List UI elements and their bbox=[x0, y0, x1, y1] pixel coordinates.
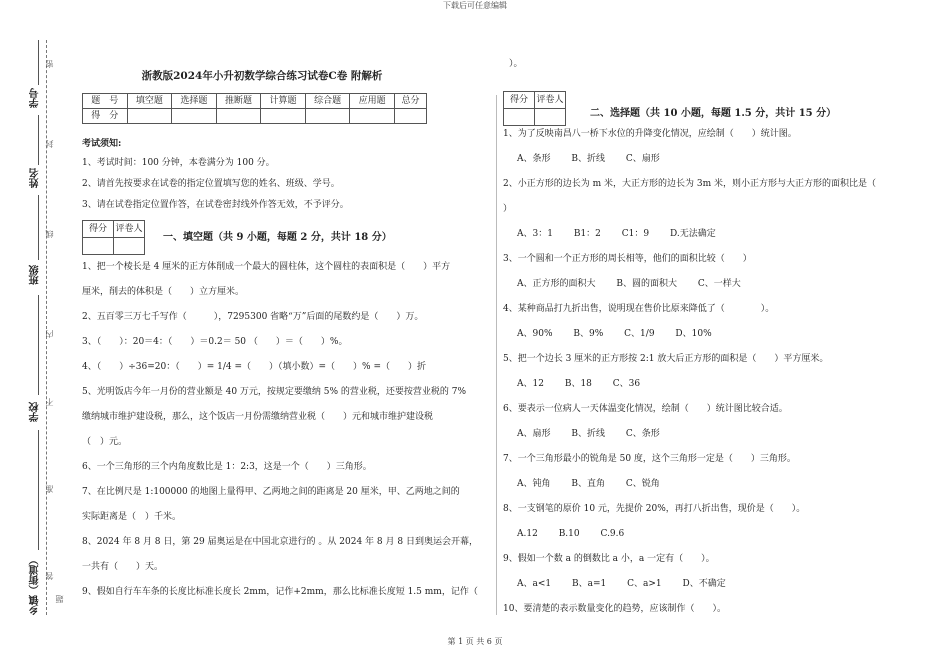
score-table-header-row bbox=[83, 94, 427, 109]
score-table-cell: 推断题 bbox=[216, 94, 261, 109]
section2-questions bbox=[503, 122, 913, 622]
label-student-id: 学号 bbox=[30, 88, 41, 108]
question-stem: 2、小正方形的边长为 m 米，大正方形的边长为 3m 米，则小正方形与大正方形的面积比是（ bbox=[503, 179, 876, 189]
column-divider bbox=[496, 95, 497, 615]
question-line: 一共有（ ）天。 bbox=[82, 562, 164, 572]
question-line: 3、（ ）：20＝4：（ ）＝0.2＝ 50 （ ）＝（ ）%。 bbox=[82, 337, 348, 347]
option: B、18 bbox=[564, 379, 592, 389]
section1-title: 一、填空题（共 9 小题，每题 2 分，共计 18 分） bbox=[163, 232, 392, 243]
score-table-blank bbox=[305, 109, 350, 124]
question-line: 缴纳城市维护建设税，那么，这个饭店一月份需缴纳营业税（ ）元和城市维护建设税 bbox=[82, 412, 434, 422]
section1-header bbox=[82, 220, 492, 255]
section2-title: 二、选择题（共 10 小题，每题 1.5 分，共计 15 分） bbox=[590, 108, 837, 119]
label-class: 班级 bbox=[30, 265, 41, 285]
score-table bbox=[82, 93, 427, 124]
seal-char: 密 bbox=[45, 60, 54, 68]
label-school: 学校 bbox=[30, 402, 41, 422]
seal-char: 内 bbox=[45, 330, 54, 338]
score-table-score-row bbox=[83, 109, 427, 124]
seal-char: 线 bbox=[45, 230, 54, 238]
question-line: 8、2024 年 8 月 8 日，第 29 届奥运是在中国北京进行的 。从 2024 年 8 月 8 日到奥运会开幕， bbox=[82, 537, 478, 547]
question-line: 7、在比例尺是 1:100000 的地图上量得甲、乙两地之间的距离是 20 厘米，甲、乙两地之间的 bbox=[82, 487, 460, 497]
score-table-cell: 计算题 bbox=[261, 94, 306, 109]
seal-char: 封 bbox=[45, 140, 54, 148]
score-table-cell: 应用题 bbox=[350, 94, 395, 109]
continued-text: ）。 bbox=[509, 59, 523, 69]
underline-township bbox=[38, 430, 39, 550]
option: D.无法确定 bbox=[670, 229, 716, 239]
exam-title: 浙教版2024年小升初数学综合练习试卷C卷 附解析 bbox=[141, 70, 383, 82]
option: A.12 bbox=[517, 529, 538, 539]
option: A、3：1 bbox=[517, 229, 553, 239]
options-row bbox=[503, 147, 913, 172]
score-table-cell: 选择题 bbox=[172, 94, 217, 109]
score-table-blank bbox=[172, 109, 217, 124]
score-table-cell: 得 分 bbox=[83, 109, 128, 124]
question-stem: 5、把一个边长 3 厘米的正方形按 2:1 放大后正方形的面积是（ ）平方厘米。 bbox=[503, 354, 829, 364]
options-row bbox=[503, 522, 913, 547]
score-table-blank bbox=[350, 109, 395, 124]
option: A、条形 bbox=[517, 154, 551, 164]
option: C1：9 bbox=[621, 229, 650, 239]
underline-class bbox=[38, 195, 39, 260]
option: A、正方形的面积大 bbox=[517, 279, 596, 289]
option: A、a<1 bbox=[517, 579, 552, 589]
option: A、扇形 bbox=[517, 429, 551, 439]
notice-item: 2、请首先按要求在试卷的指定位置填写您的姓名、班级、学号。 bbox=[82, 179, 340, 189]
option: B、折线 bbox=[571, 154, 605, 164]
seal-char: 准 bbox=[45, 485, 54, 493]
binding-margin bbox=[0, 0, 64, 671]
question-stem: 6、要表示一位病人一天体温变化情况，绘制（ ）统计图比较合适。 bbox=[503, 404, 788, 414]
grader-box bbox=[503, 91, 566, 126]
score-table-blank bbox=[127, 109, 172, 124]
question-stem: 1、为了反映南昌八一桥下水位的升降变化情况，应绘制（ ）统计图。 bbox=[503, 129, 797, 139]
question-stem: 4、某种商品打九折出售，说明现在售价比原来降低了（ ）。 bbox=[503, 304, 775, 314]
label-name: 姓名 bbox=[30, 168, 41, 188]
question-line: 实际距离是（ ）千米。 bbox=[82, 512, 182, 522]
grader-score-label: 得分 bbox=[504, 92, 535, 109]
option: A、12 bbox=[517, 379, 544, 389]
score-table-blank bbox=[261, 109, 306, 124]
notice-list bbox=[82, 153, 492, 216]
question-line: 6、一个三角形的三个内角度数比是 1：2:3，这是一个（ ）三角形。 bbox=[82, 462, 372, 472]
option: C、a>1 bbox=[627, 579, 662, 589]
grader-score-label: 得分 bbox=[83, 221, 114, 238]
options-row bbox=[503, 322, 913, 347]
left-column bbox=[82, 70, 492, 605]
question-stem: 9、假如一个数 a 的倒数比 a 小，a 一定有（ ）。 bbox=[503, 554, 715, 564]
question-stem: 10、要清楚的表示数量变化的趋势，应该制作（ ）。 bbox=[503, 604, 726, 614]
question-stem: 3、一个圆和一个正方形的周长相等，他们的面积比较（ ） bbox=[503, 254, 752, 264]
seal-char: 不 bbox=[45, 398, 54, 406]
label-township: 乡镇（街道） bbox=[30, 555, 41, 615]
top-note: 下载后可任意编辑 bbox=[443, 1, 507, 10]
option: C、一样大 bbox=[697, 279, 741, 289]
option: C.9.6 bbox=[600, 529, 625, 539]
question-line: 5、光明饭店今年一月份的营业额是 40 万元，按规定要缴纳 5% 的营业税，还要按营业税的 7% bbox=[82, 387, 467, 397]
option: B、圆的面积大 bbox=[616, 279, 677, 289]
option: D、10% bbox=[675, 329, 712, 339]
score-table-blank bbox=[216, 109, 261, 124]
notice-item: 1、考试时间：100 分钟，本卷满分为 100 分。 bbox=[82, 158, 275, 168]
question-line: 1、把一个棱长是 4 厘米的正方体削成一个最大的圆柱体，这个圆柱的表面积是（ ）平方 bbox=[82, 262, 451, 272]
score-table-cell: 填空题 bbox=[127, 94, 172, 109]
grader-name-label: 评卷人 bbox=[114, 221, 145, 238]
question-line: 9、假如自行车车条的长度比标准长度长 2mm，记作+2mm，那么比标准长度短 1.5 mm，记作（ bbox=[82, 587, 487, 597]
options-row bbox=[503, 422, 913, 447]
option: B1：2 bbox=[573, 229, 601, 239]
question-line: 2、五百零三万七千写作（ ），7295300 省略“万”后面的尾数约是（ ）万。 bbox=[82, 312, 424, 322]
question-line: （ ）元。 bbox=[82, 437, 128, 447]
option: C、36 bbox=[612, 379, 641, 389]
option: C、条形 bbox=[625, 429, 660, 439]
options-row bbox=[503, 222, 913, 247]
seal-dashed-line bbox=[46, 40, 47, 615]
option: D、不确定 bbox=[682, 579, 726, 589]
question-stem-cont: ） bbox=[503, 204, 513, 214]
question-line: 厘米，削去的体积是（ ）立方厘米。 bbox=[82, 287, 245, 297]
option: B、a=1 bbox=[572, 579, 607, 589]
right-column bbox=[503, 58, 913, 622]
option: A、钝角 bbox=[517, 479, 551, 489]
section1-questions bbox=[82, 255, 492, 605]
option: C、锐角 bbox=[625, 479, 660, 489]
option: B.10 bbox=[558, 529, 580, 539]
score-table-cell: 综合题 bbox=[305, 94, 350, 109]
option: C、1/9 bbox=[624, 329, 655, 339]
score-table-cell: 总分 bbox=[394, 94, 426, 109]
grader-name-label: 评卷人 bbox=[535, 92, 566, 109]
underline-school bbox=[38, 295, 39, 395]
question-stem: 8、一支钢笔的原价 10 元，先提价 20%，再打八折出售，现价是（ ）。 bbox=[503, 504, 806, 514]
options-row bbox=[503, 472, 913, 497]
seal-char: 答 bbox=[45, 572, 54, 580]
option: B、折线 bbox=[571, 429, 605, 439]
grader-box bbox=[82, 220, 145, 255]
options-row bbox=[503, 372, 913, 397]
question-stem: 7、一个三角形最小的锐角是 50 度，这个三角形一定是（ ）三角形。 bbox=[503, 454, 796, 464]
notice-item: 3、请在试卷指定位置作答，在试卷密封线外作答无效，不予评分。 bbox=[82, 200, 349, 210]
question-line: 4、（ ）÷36=20：（ ）= 1/4 =（ ）（填小数）=（ ）% =（ ）折 bbox=[82, 362, 426, 372]
option: A、90% bbox=[517, 329, 553, 339]
section2-header bbox=[503, 91, 913, 126]
seal-char: 题 bbox=[55, 595, 64, 603]
underline-name bbox=[38, 115, 39, 165]
score-table-blank bbox=[394, 109, 426, 124]
option: C、扇形 bbox=[625, 154, 660, 164]
page-footer: 第 1 页 共 6 页 bbox=[447, 637, 503, 646]
notice-title: 考试须知: bbox=[82, 139, 122, 149]
option: B、9% bbox=[573, 329, 604, 339]
option: B、直角 bbox=[571, 479, 605, 489]
options-row bbox=[503, 572, 913, 597]
options-row bbox=[503, 272, 913, 297]
underline-student-id bbox=[38, 40, 39, 85]
score-table-cell: 题 号 bbox=[83, 94, 128, 109]
